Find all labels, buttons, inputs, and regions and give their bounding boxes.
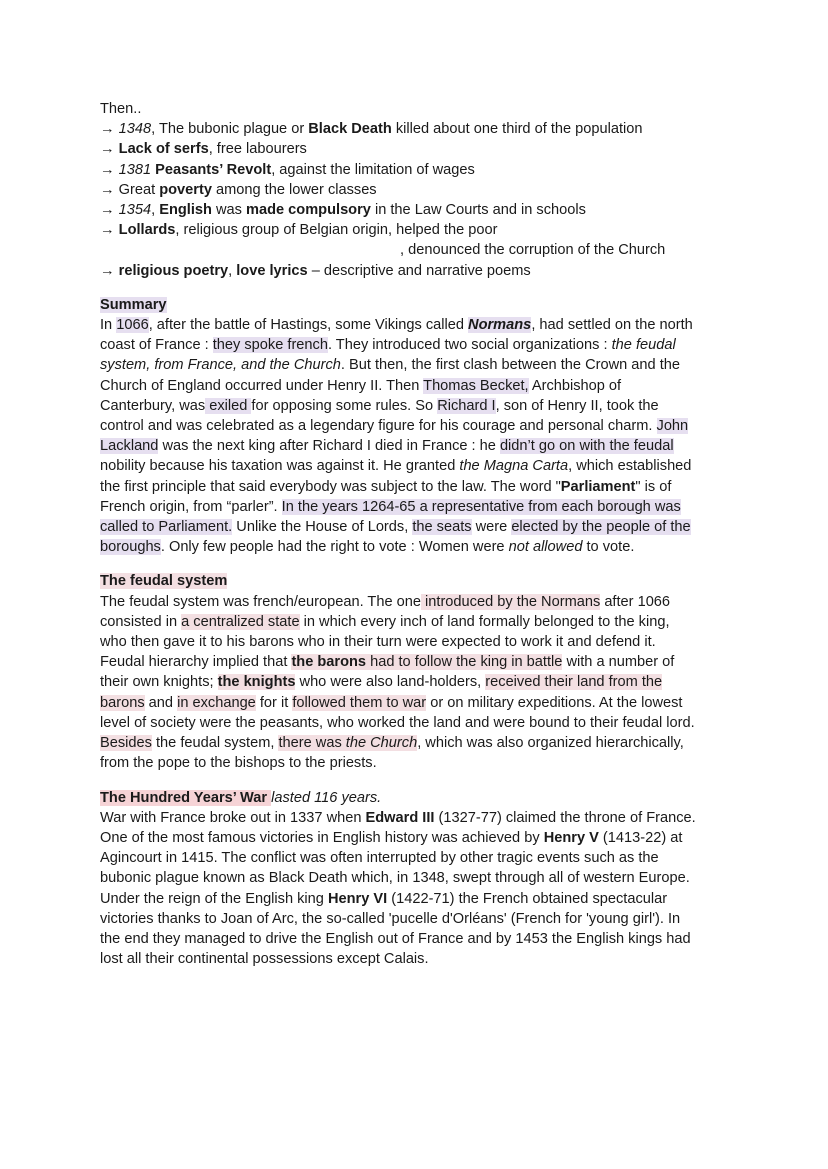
paragraph-line: coast of France : they spoke french. They introduced two social organizations : the feudal [100, 337, 676, 354]
paragraph-line: their own knights; the knights who were also land-holders, received their land from the [100, 674, 663, 691]
paragraph-line: lost all their continental possessions except Calais. [100, 951, 429, 968]
section-heading: The feudal system [100, 573, 228, 590]
paragraph-line: the end they managed to drive the English out of France and by 1453 the English kings had [100, 930, 691, 947]
paragraph-line: One of the most famous victories in English history was achieved by Henry V (1413-22) at [100, 829, 683, 846]
arrow-icon: → [100, 262, 119, 279]
paragraph-line: level of society were the peasants, who worked the land and were bound to their feudal lord. [100, 714, 695, 731]
list-item: → religious poetry, love lyrics – descriptive and narrative poems [100, 262, 531, 279]
list-item: → Great poverty among the lower classes [100, 181, 377, 198]
arrow-icon: → [100, 161, 119, 178]
list-item: → 1354, English was made compulsory in the Law Courts and in schools [100, 202, 586, 219]
arrow-icon: → [100, 202, 119, 219]
list-item: → Lollards, religious group of Belgian origin, helped the poor [100, 222, 498, 239]
paragraph-line: the first principle that said everybody was subject to the law. The word "Parliament" is of [100, 478, 672, 495]
paragraph-line: barons and in exchange for it followed them to war or on military expeditions. At the lowest [100, 694, 683, 711]
paragraph-line: nobility because his taxation was against it. He granted the Magna Carta, which established [100, 458, 692, 475]
section-feudal [100, 571, 740, 591]
paragraph-line: bubonic plague known as Black Death which, in 1348, swept through all of western Europe. [100, 870, 690, 887]
paragraph-line: from the pope to the bishops to the priests. [100, 755, 377, 772]
paragraph-line: consisted in a centralized state in which every inch of land formally belonged to the king, [100, 613, 670, 630]
paragraph-line: control and was celebrated as a legendary figure for his courage and personal charm. John [100, 418, 689, 435]
paragraph-line: Feudal hierarchy implied that the barons had to follow the king in battle with a number of [100, 654, 675, 671]
paragraph-line: called to Parliament. Unlike the House of Lords, the seats were elected by the people of the [100, 519, 691, 536]
paragraph-line: who then gave it to his barons who in their turn were expected to work it and defend it. [100, 634, 656, 651]
paragraph-line: Church of England occurred under Henry II. Then Thomas Becket, Archbishop of [100, 377, 622, 394]
duration-note: lasted 116 years. [271, 789, 382, 806]
list-item-continuation: , denounced the corruption of the Church [400, 242, 666, 259]
paragraph-line: victories thanks to Joan of Arc, the so-called 'pucelle d'Orléans' (French for 'young girl'). In [100, 910, 681, 927]
arrow-icon: → [100, 222, 119, 239]
arrow-icon: → [100, 121, 119, 138]
paragraph-line: Under the reign of the English king Henry VI (1422-71) the French obtained spectacular [100, 890, 668, 907]
paragraph-line: War with France broke out in 1337 when Edward III (1327-77) claimed the throne of France. [100, 809, 696, 826]
arrow-icon: → [100, 141, 119, 158]
arrow-icon: → [100, 181, 119, 198]
paragraph-line: French origin, from “parler”. In the years 1264-65 a representative from each borough was [100, 498, 681, 515]
section-summary [100, 295, 740, 315]
list-item: → 1381 Peasants’ Revolt, against the limitation of wages [100, 161, 475, 178]
paragraph-line: The feudal system was french/european. The one introduced by the Normans after 1066 [100, 593, 671, 610]
section-heading: Summary [100, 296, 167, 313]
paragraph-line: boroughs. Only few people had the right to vote : Women were not allowed to vote. [100, 539, 635, 556]
paragraph-line: Canterbury, was exiled for opposing some rules. So Richard I, son of Henry II, took the [100, 397, 659, 414]
paragraph-line: Besides the feudal system, there was the Church, which was also organized hierarchically, [100, 735, 684, 752]
section-heading: The Hundred Years’ War [100, 789, 272, 806]
list-item: → Lack of serfs, free labourers [100, 141, 307, 158]
then-label: Then.. [100, 101, 142, 117]
list-item: → 1348, The bubonic plague or Black Death killed about one third of the population [100, 121, 643, 138]
section-hundred-years-war [100, 788, 740, 808]
paragraph-line: Lackland was the next king after Richard I died in France : he didn’t go on with the feudal [100, 438, 674, 455]
paragraph-line: In 1066, after the battle of Hastings, some Vikings called Normans, had settled on the north [100, 317, 693, 334]
document-body [100, 99, 740, 969]
paragraph-line: system, from France, and the Church. But then, the first clash between the Crown and the [100, 357, 680, 374]
paragraph-line: Agincourt in 1415. The conflict was often interrupted by other tragic events such as the [100, 850, 659, 867]
